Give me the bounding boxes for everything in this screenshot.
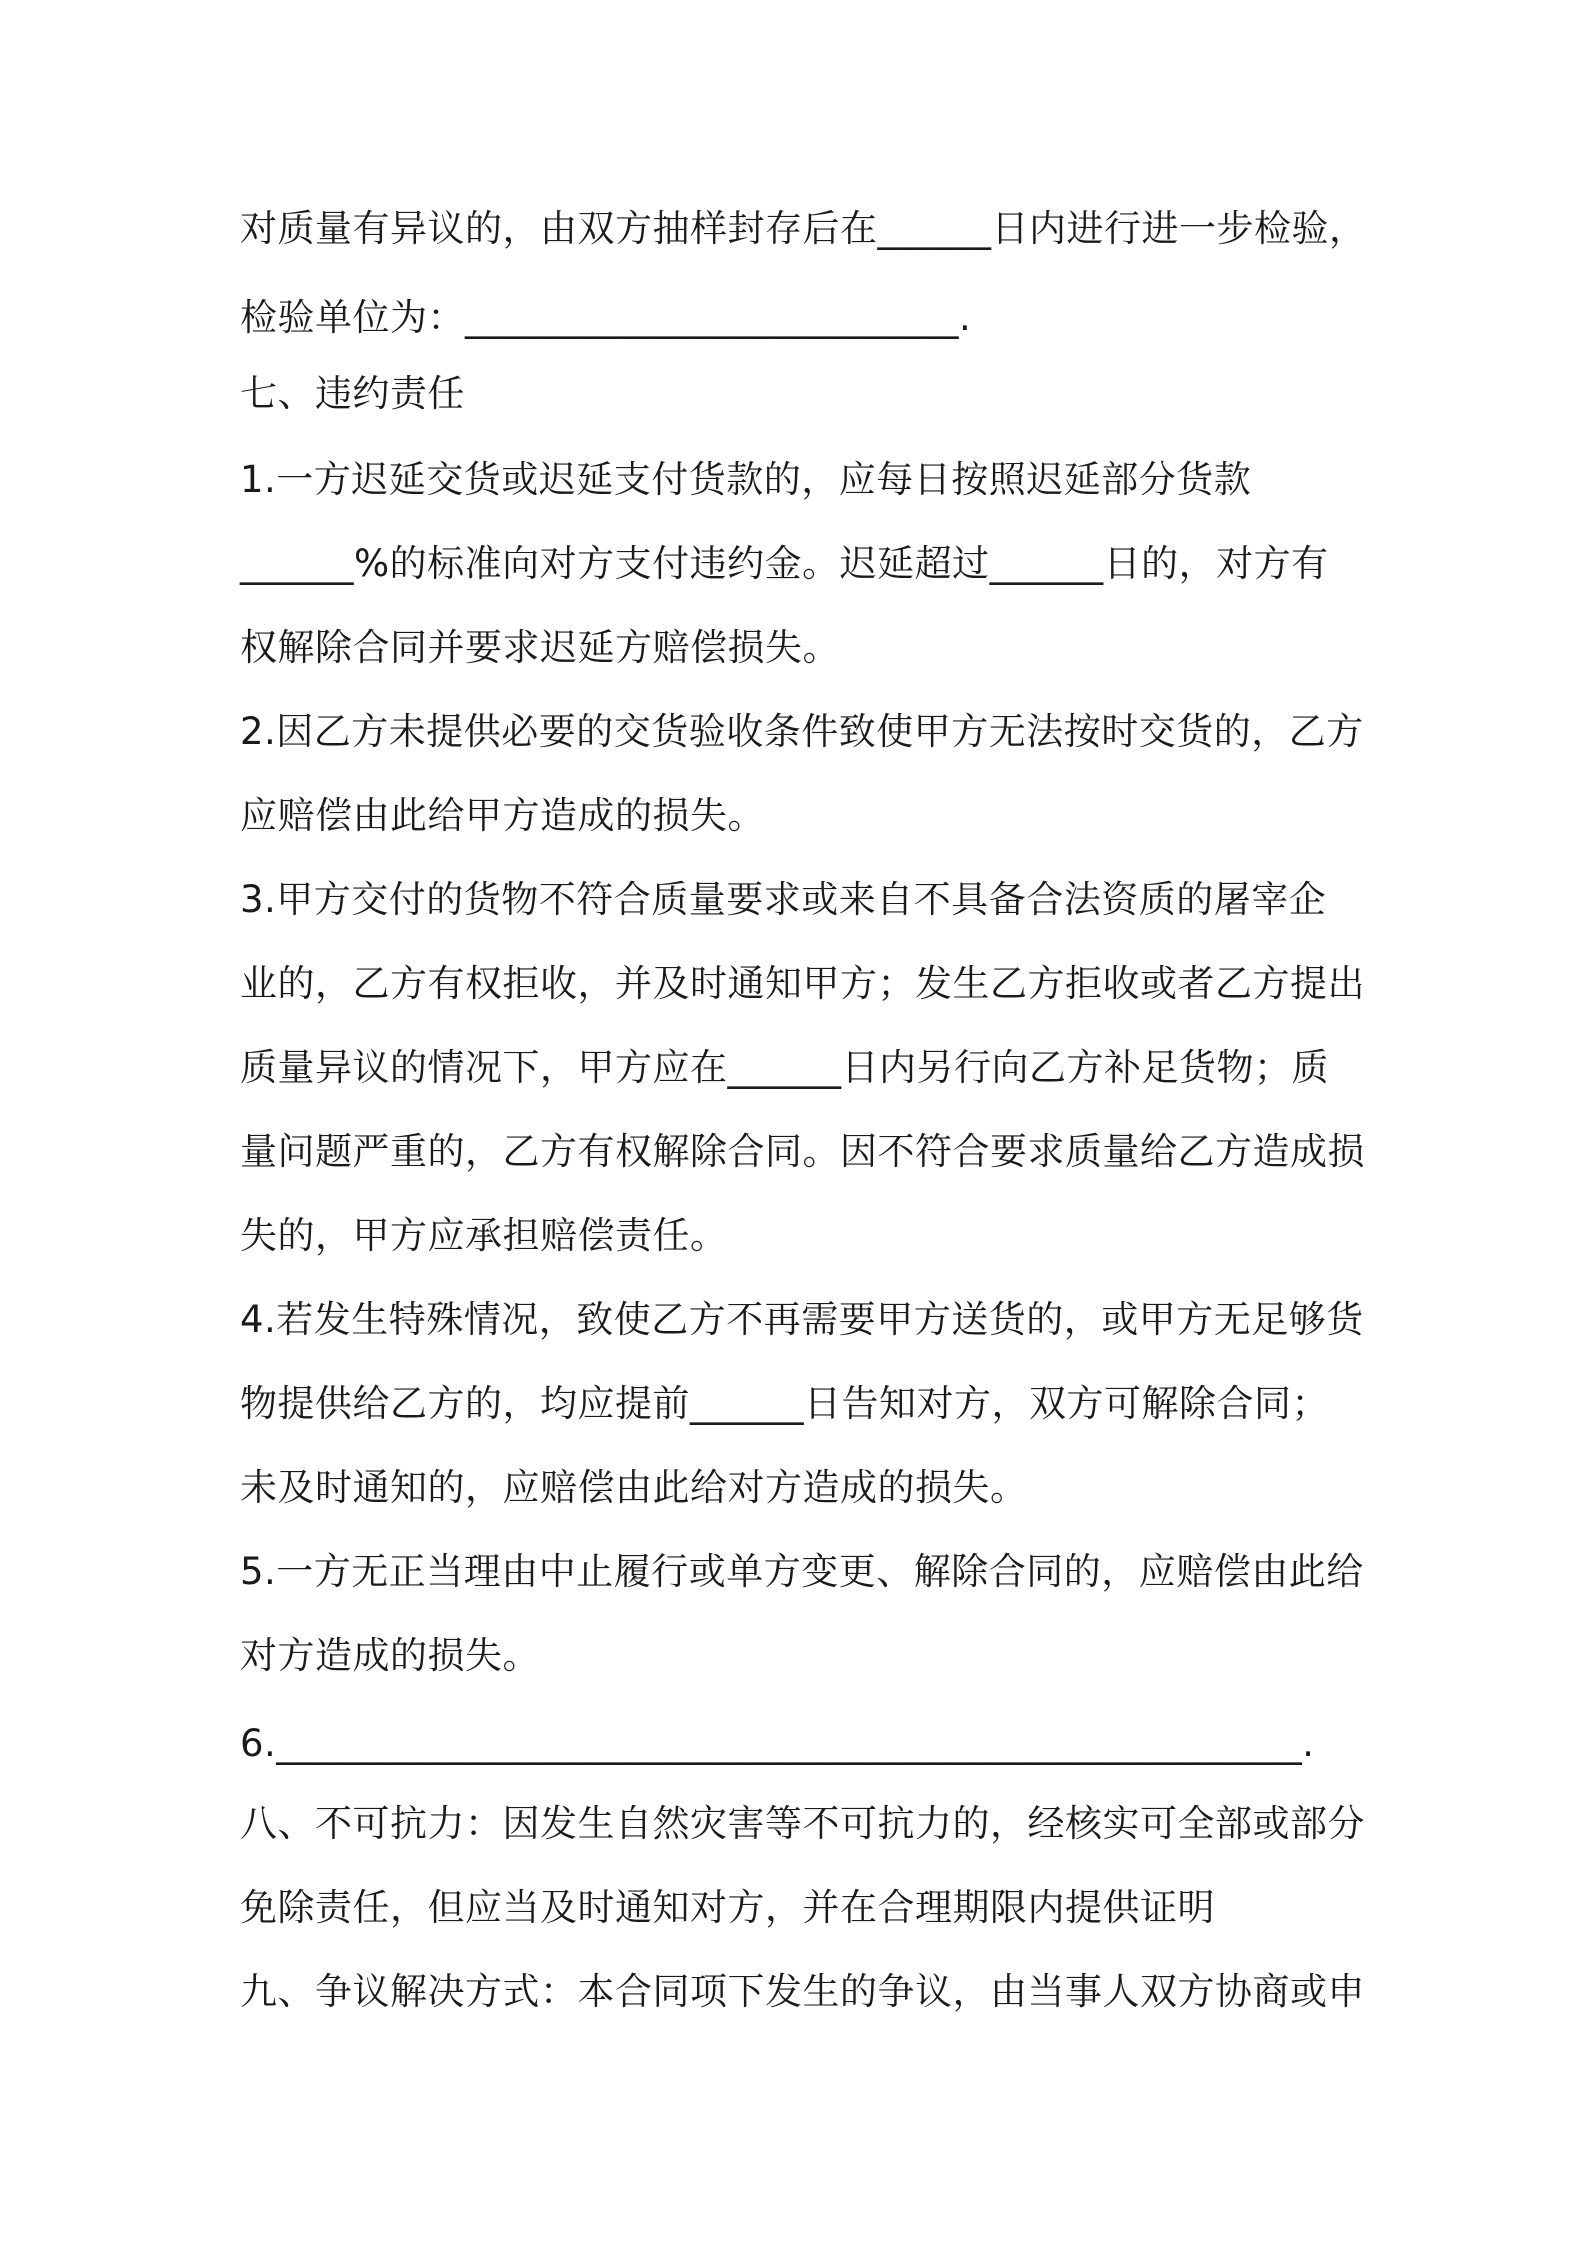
section-heading: 九、争议解决方式：本合同项下发生的争议，由当事人双方协商或申 [240, 1970, 1365, 2013]
paragraph-line: 免除责任，但应当及时通知对方，并在合理期限内提供证明 [240, 1886, 1215, 1929]
paragraph-line: 4.若发生特殊情况，致使乙方不再需要甲方送货的，或甲方无足够货 [240, 1298, 1364, 1341]
paragraph-line: 物提供给乙方的，均应提前______日告知对方，双方可解除合同； [240, 1382, 1329, 1425]
paragraph-line: 3.甲方交付的货物不符合质量要求或来自不具备合法资质的屠宰企 [240, 878, 1327, 921]
section-heading: 八、不可抗力：因发生自然灾害等不可抗力的，经核实可全部或部分 [240, 1802, 1365, 1845]
paragraph-line: 对质量有异议的，由双方抽样封存后在______日内进行进一步检验， [240, 207, 1367, 250]
paragraph-line: 1.一方迟延交货或迟延支付货款的，应每日按照迟延部分货款 [240, 458, 1252, 501]
paragraph-line: 量问题严重的，乙方有权解除合同。因不符合要求质量给乙方造成损 [240, 1130, 1365, 1173]
paragraph-line: 业的，乙方有权拒收，并及时通知甲方；发生乙方拒收或者乙方提出 [240, 962, 1365, 1005]
paragraph-line: 权解除合同并要求迟延方赔偿损失。 [240, 626, 840, 669]
paragraph-line: 检验单位为：__________________________. [240, 296, 972, 339]
section-heading: 七、违约责任 [240, 372, 465, 415]
paragraph-line: 2.因乙方未提供必要的交货验收条件致使甲方无法按时交货的，乙方 [240, 710, 1364, 753]
paragraph-line: 5.一方无正当理由中止履行或单方变更、解除合同的，应赔偿由此给 [240, 1550, 1364, 1593]
paragraph-line: ______%的标准向对方支付违约金。迟延超过______日的，对方有 [240, 542, 1329, 585]
paragraph-line: 应赔偿由此给甲方造成的损失。 [240, 794, 765, 837]
paragraph-line: 失的，甲方应承担赔偿责任。 [240, 1214, 728, 1257]
paragraph-line: 未及时通知的，应赔偿由此给对方造成的损失。 [240, 1466, 1028, 1509]
paragraph-line: 6.______________________________________________________. [240, 1722, 1315, 1765]
paragraph-line: 质量异议的情况下，甲方应在______日内另行向乙方补足货物；质 [240, 1046, 1329, 1089]
paragraph-line: 对方造成的损失。 [240, 1634, 540, 1677]
